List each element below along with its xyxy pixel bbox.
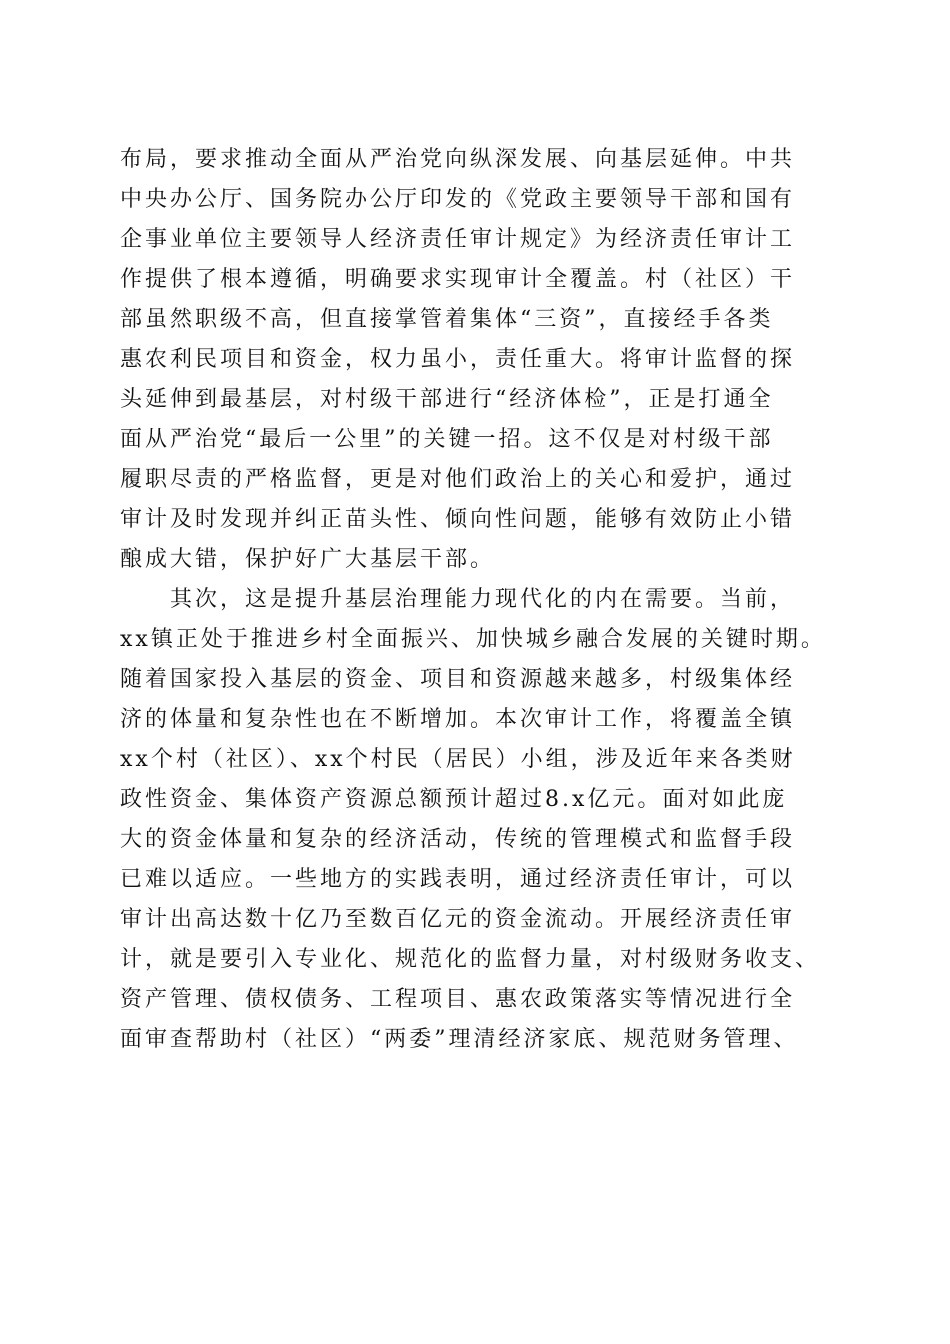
- text-line: 政性资金、集体资产资源总额预计超过8.x亿元。面对如此庞: [120, 787, 788, 812]
- text-line: 企事业单位主要领导人经济责任审计规定》为经济责任审计工: [120, 227, 796, 252]
- text-line: 头延伸到最基层，对村级干部进行“经济体检”，正是打通全: [120, 387, 774, 412]
- text-line: xx镇正处于推进乡村全面振兴、加快城乡融合发展的关键时期。: [120, 627, 826, 652]
- text-line: 济的体量和复杂性也在不断增加。本次审计工作，将覆盖全镇: [120, 707, 796, 732]
- text-line: 其次，这是提升基层治理能力现代化的内在需要。当前，: [120, 587, 796, 612]
- text-line: 履职尽责的严格监督，更是对他们政治上的关心和爱护，通过: [120, 467, 796, 492]
- text-line: 资产管理、债权债务、工程项目、惠农政策落实等情况进行全: [120, 987, 796, 1012]
- text-line: 酿成大错，保护好广大基层干部。: [120, 547, 496, 572]
- text-line: 部虽然职级不高，但直接掌管着集体“三资”，直接经手各类: [120, 307, 774, 332]
- text-line: 计，就是要引入专业化、规范化的监督力量，对村级财务收支、: [120, 947, 821, 972]
- text-line: 审计及时发现并纠正苗头性、倾向性问题，能够有效防止小错: [120, 507, 796, 532]
- text-line: 面审查帮助村（社区）“两委”理清经济家底、规范财务管理、: [120, 1027, 799, 1052]
- text-line: 面从严治党“最后一公里”的关键一招。这不仅是对村级干部: [120, 427, 774, 452]
- body-text: [120, 140, 850, 1060]
- text-line: 作提供了根本遵循，明确要求实现审计全覆盖。村（社区）干: [120, 267, 796, 292]
- text-line: 布局，要求推动全面从严治党向纵深发展、向基层延伸。中共: [120, 147, 796, 172]
- text-line: 已难以适应。一些地方的实践表明，通过经济责任审计，可以: [120, 867, 796, 892]
- text-line: 中央办公厅、国务院办公厅印发的《党政主要领导干部和国有: [120, 187, 796, 212]
- text-line: 惠农利民项目和资金，权力虽小，责任重大。将审计监督的探: [120, 347, 796, 372]
- text-line: xx个村（社区）、xx个村民（居民）小组，涉及近年来各类财: [120, 747, 796, 772]
- text-line: 随着国家投入基层的资金、项目和资源越来越多，村级集体经: [120, 667, 796, 692]
- text-line: 审计出高达数十亿乃至数百亿元的资金流动。开展经济责任审: [120, 907, 796, 932]
- text-line: 大的资金体量和复杂的经济活动，传统的管理模式和监督手段: [120, 827, 796, 852]
